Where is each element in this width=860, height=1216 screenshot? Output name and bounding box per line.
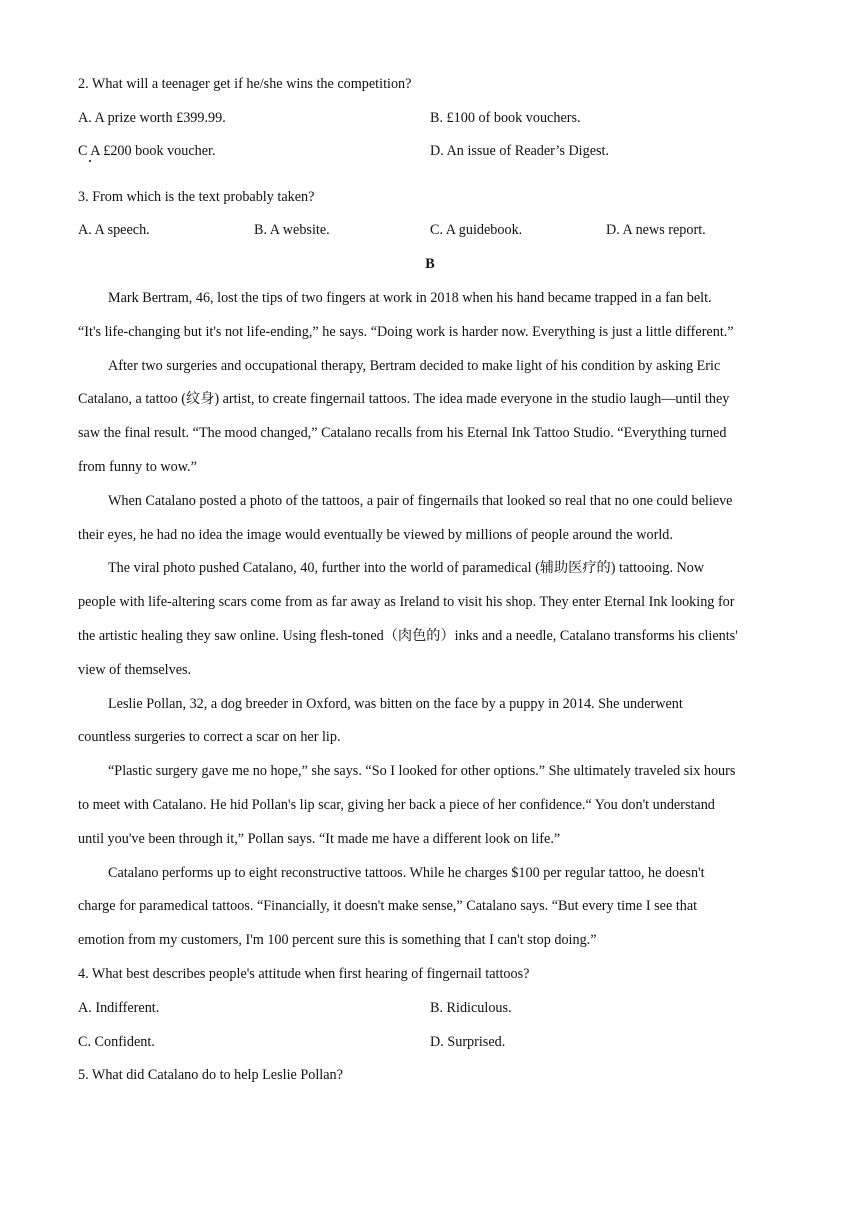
passage-line: “It's life-changing but it's not life-ending,” he says. “Doing work is harder now. Everything is just a little different.” xyxy=(78,324,734,340)
question-5-stem: 5. What did Catalano do to help Leslie Pollan? xyxy=(78,1067,343,1083)
passage-line: charge for paramedical tattoos. “Financially, it doesn't make sense,” Catalano says. “But every time I see that xyxy=(78,898,698,914)
passage-line: the artistic healing they saw online. Using flesh-toned（肉色的）inks and a needle, Catalano transforms his clients' xyxy=(78,628,738,644)
question-2-stem: 2. What will a teenager get if he/she wins the competition? xyxy=(78,76,412,92)
passage-line: their eyes, he had no idea the image would eventually be viewed by millions of people around the world. xyxy=(78,527,673,543)
stray-dot-mark xyxy=(89,160,91,162)
section-heading: B xyxy=(425,256,435,272)
passage-line: Catalano performs up to eight reconstructive tattoos. While he charges $100 per regular tattoo, he doesn't xyxy=(108,865,705,881)
question-3-option-a: A. A speech. xyxy=(78,222,150,238)
passage-line: Catalano, a tattoo (纹身) artist, to create fingernail tattoos. The idea made everyone in the studio laugh—until they xyxy=(78,391,730,407)
question-3-option-b: B. A website. xyxy=(254,222,330,238)
passage-line: countless surgeries to correct a scar on her lip. xyxy=(78,729,341,745)
question-2-option-b: B. £100 of book vouchers. xyxy=(430,110,581,126)
passage-line: “Plastic surgery gave me no hope,” she says. “So I looked for other options.” She ultimately traveled six hours xyxy=(108,763,736,779)
question-3-stem: 3. From which is the text probably taken? xyxy=(78,189,315,205)
passage-line: Mark Bertram, 46, lost the tips of two fingers at work in 2018 when his hand became trapped in a fan belt. xyxy=(108,290,712,306)
passage-line: After two surgeries and occupational therapy, Bertram decided to make light of his condition by asking Eric xyxy=(108,358,721,374)
passage-line: Leslie Pollan, 32, a dog breeder in Oxford, was bitten on the face by a puppy in 2014. She underwent xyxy=(108,696,683,712)
question-4-option-b: B. Ridiculous. xyxy=(430,1000,512,1016)
passage-line: to meet with Catalano. He hid Pollan's lip scar, giving her back a piece of her confidence.“ You don't understand xyxy=(78,797,715,813)
passage-line: view of themselves. xyxy=(78,662,192,678)
passage-line: people with life-altering scars come from as far away as Ireland to visit his shop. They enter Eternal Ink looking for xyxy=(78,594,735,610)
question-4-option-d: D. Surprised. xyxy=(430,1034,506,1050)
passage-line: until you've been through it,” Pollan says. “It made me have a different look on life.” xyxy=(78,831,561,847)
passage-line: When Catalano posted a photo of the tattoos, a pair of fingernails that looked so real that no one could believe xyxy=(108,493,733,509)
passage-line: The viral photo pushed Catalano, 40, further into the world of paramedical (辅助医疗的) tattooing. Now xyxy=(108,560,705,576)
question-2-option-c: C A £200 book voucher. xyxy=(78,143,216,159)
question-3-option-c: C. A guidebook. xyxy=(430,222,523,238)
passage-line: from funny to wow.” xyxy=(78,459,197,475)
question-4-option-c: C. Confident. xyxy=(78,1034,155,1050)
question-2-option-a: A. A prize worth £399.99. xyxy=(78,110,226,126)
question-2-option-d: D. An issue of Reader’s Digest. xyxy=(430,143,610,159)
passage-line: saw the final result. “The mood changed,” Catalano recalls from his Eternal Ink Tattoo Studio. “Everything turned xyxy=(78,425,727,441)
passage-line: emotion from my customers, I'm 100 percent sure this is something that I can't stop doing.” xyxy=(78,932,597,948)
question-3-option-d: D. A news report. xyxy=(606,222,706,238)
question-4-stem: 4. What best describes people's attitude when first hearing of fingernail tattoos? xyxy=(78,966,530,982)
question-4-option-a: A. Indifferent. xyxy=(78,1000,160,1016)
